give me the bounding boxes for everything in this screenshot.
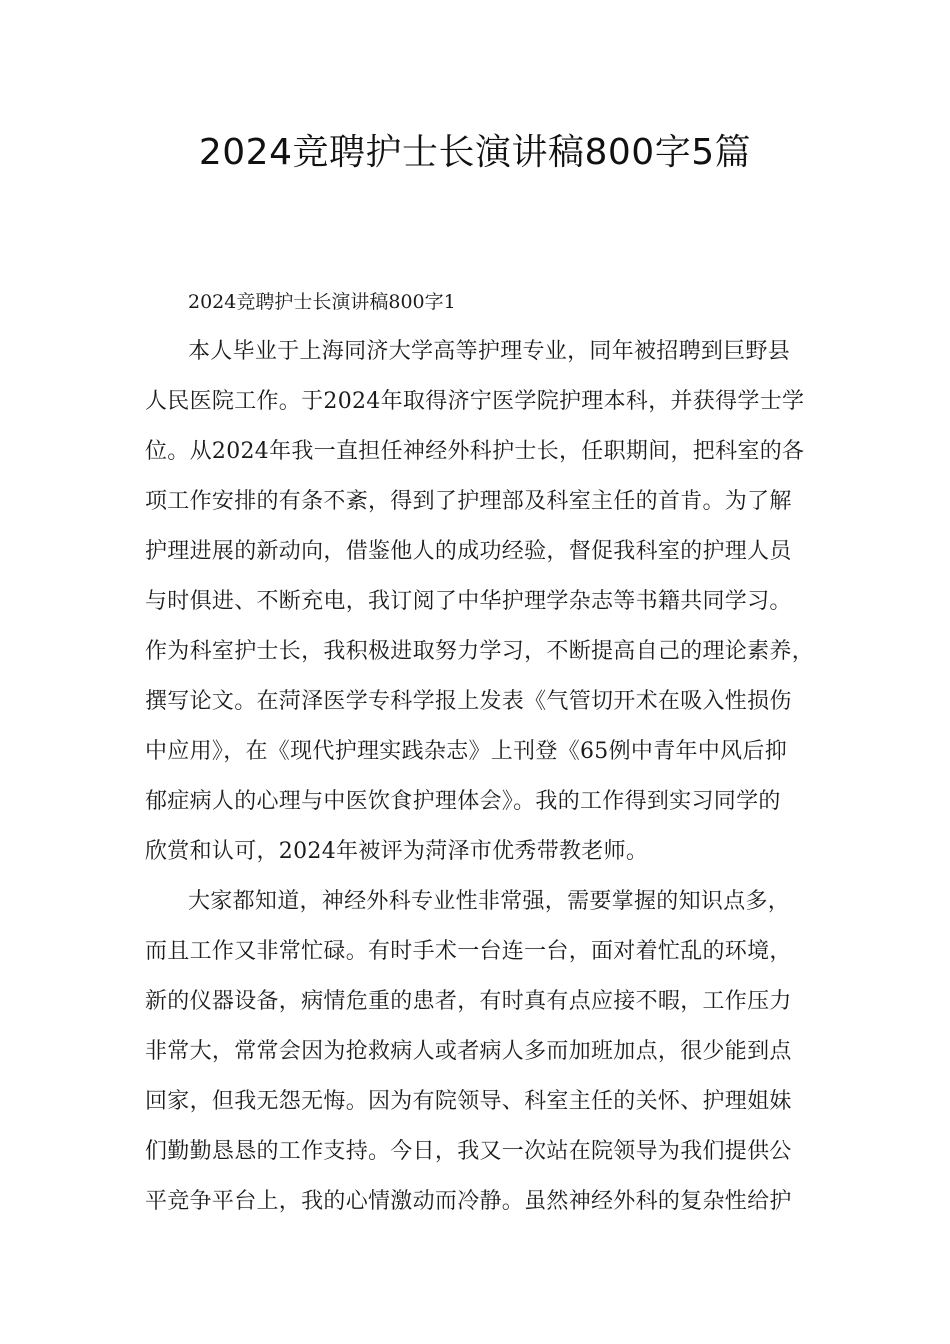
paragraph-line: 回家，但我无怨无悔。因为有院领导、科室主任的关怀、护理姐妹 xyxy=(145,1089,792,1114)
paragraph-line: 非常大，常常会因为抢救病人或者病人多而加班加点，很少能到点 xyxy=(145,1039,792,1064)
document-title: 2024竞聘护士长演讲稿800字5篇 xyxy=(198,132,752,173)
paragraph-line: 而且工作又非常忙碌。有时手术一台连一台，面对着忙乱的环境， xyxy=(145,939,792,964)
paragraph-line: 新的仪器设备，病情危重的患者，有时真有点应接不暇，工作压力 xyxy=(145,989,792,1014)
paragraph-line: 平竞争平台上，我的心情激动而冷静。虽然神经外科的复杂性给护 xyxy=(145,1189,792,1214)
paragraph-line: 们勤勤恳恳的工作支持。今日，我又一次站在院领导为我们提供公 xyxy=(145,1139,792,1164)
paragraph-line: 本人毕业于上海同济大学高等护理专业，同年被招聘到巨野县 xyxy=(188,339,791,364)
paragraph-line: 欣赏和认可，2024年被评为菏泽市优秀带教老师。 xyxy=(145,839,649,864)
paragraph-line: 郁症病人的心理与中医饮食护理体会》。我的工作得到实习同学的 xyxy=(145,789,781,814)
section-heading: 2024竞聘护士长演讲稿800字1 xyxy=(188,291,456,313)
paragraph-line: 大家都知道，神经外科专业性非常强，需要掌握的知识点多， xyxy=(188,889,791,914)
paragraph-line: 项工作安排的有条不紊，得到了护理部及科室主任的首肯。为了解 xyxy=(145,489,792,514)
paragraph-line: 护理进展的新动向，借鉴他人的成功经验，督促我科室的护理人员 xyxy=(145,539,792,564)
paragraph-line: 撰写论文。在菏泽医学专科学报上发表《气管切开术在吸入性损伤 xyxy=(145,689,792,714)
paragraph-line: 人民医院工作。于2024年取得济宁医学院护理本科，并获得学士学 xyxy=(145,389,805,414)
paragraph-line: 中应用》，在《现代护理实践杂志》上刊登《65例中青年中风后抑 xyxy=(145,739,787,764)
paragraph-line: 位。从2024年我一直担任神经外科护士长，任职期间，把科室的各 xyxy=(145,439,805,464)
paragraph-line: 作为科室护士长，我积极进取努力学习，不断提高自己的理论素养， xyxy=(145,639,815,664)
paragraph-line: 与时俱进、不断充电，我订阅了中华护理学杂志等书籍共同学习。 xyxy=(145,589,792,614)
